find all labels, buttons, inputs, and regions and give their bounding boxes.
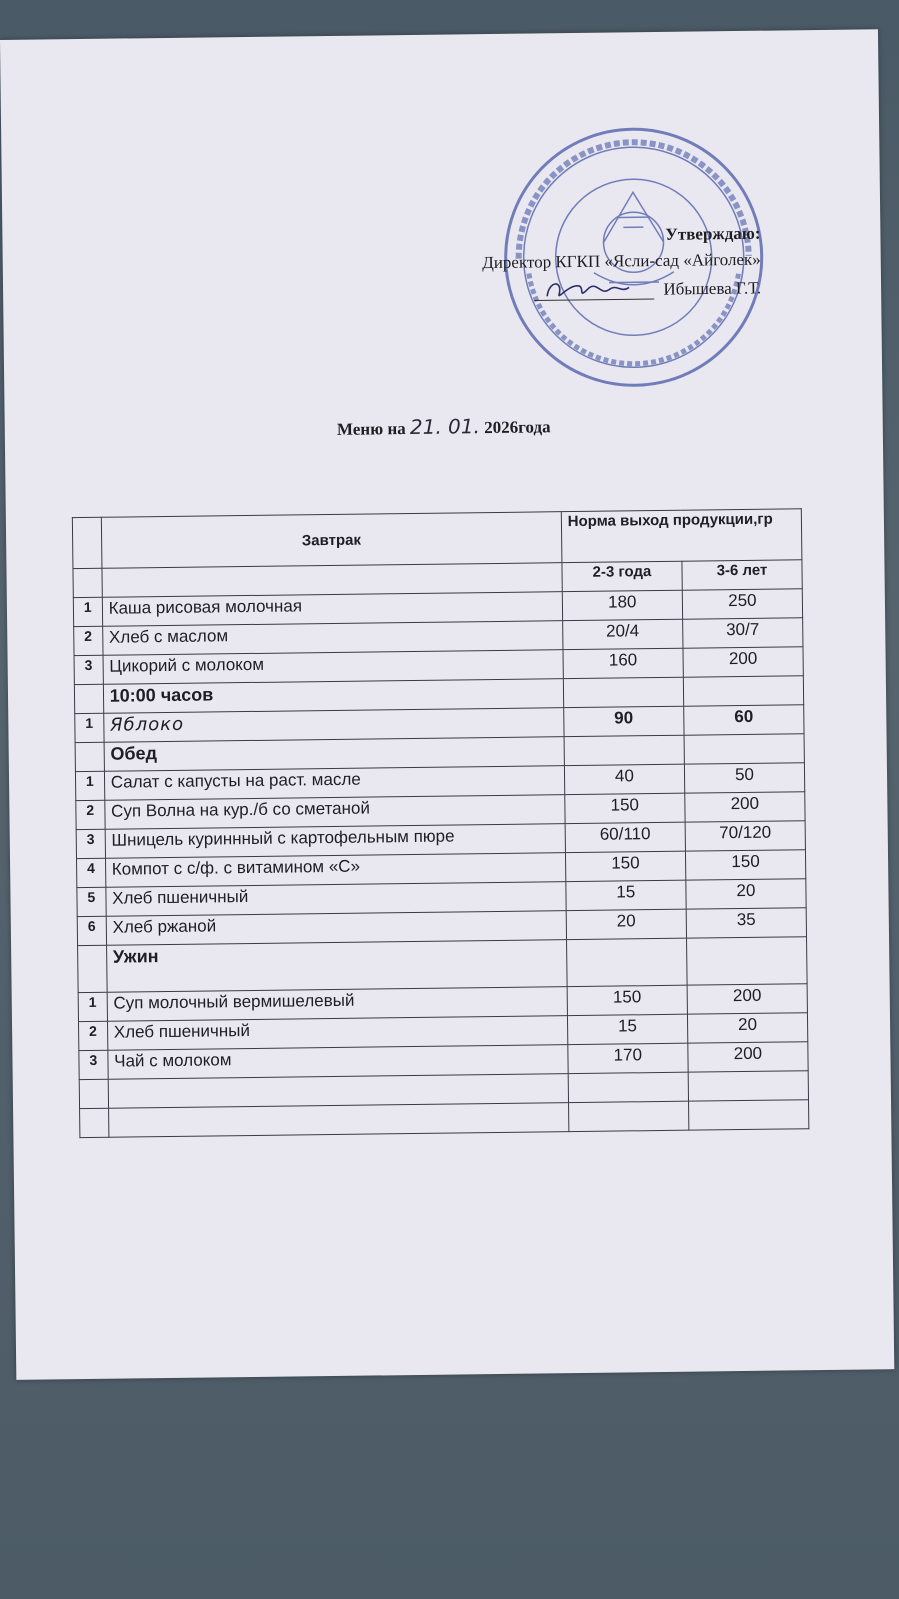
- norm-2-3: 60/110: [565, 822, 685, 852]
- dish-name: Салат с капусты на раст. масле: [104, 766, 564, 801]
- norm-2-3: 150: [565, 851, 685, 881]
- empty-cell: [688, 1100, 808, 1130]
- section-empty-cell: [683, 676, 803, 706]
- dish-name: Цикорий с молоком: [103, 650, 563, 685]
- header-breakfast: Завтрак: [101, 512, 562, 569]
- empty-cell: [80, 1108, 109, 1137]
- col-age-2-3: 2-3 года: [562, 561, 682, 591]
- approval-label: Утверждаю:: [665, 223, 761, 244]
- menu-title-prefix: Меню на: [336, 419, 406, 439]
- norm-3-6: 200: [687, 984, 807, 1014]
- empty-cell: [688, 1071, 808, 1101]
- row-number: 3: [79, 1050, 108, 1079]
- dish-name: Чай с молоком: [108, 1045, 568, 1080]
- norm-2-3: 20/4: [562, 619, 682, 649]
- approval-name: Ибышева Г.Т.: [663, 278, 762, 299]
- approval-signature-row: [482, 273, 761, 304]
- header-norm: Норма выход продукции,гр: [561, 509, 802, 563]
- dish-name: Хлеб пшеничный: [106, 882, 566, 917]
- empty-cell: [108, 1103, 568, 1138]
- dish-name: Каша рисовая молочная: [102, 592, 562, 627]
- norm-3-6: 20: [686, 879, 806, 909]
- section-num-cell: [74, 684, 103, 713]
- row-number: 2: [76, 800, 105, 829]
- age-num-cell: [73, 568, 102, 597]
- dish-name: Хлеб пшеничный: [107, 1016, 567, 1051]
- row-number: 1: [75, 713, 104, 742]
- section-title: 10:00 часов: [103, 679, 563, 714]
- norm-2-3: 40: [564, 764, 684, 794]
- norm-2-3: 90: [564, 706, 684, 736]
- dish-name: Хлеб ржаной: [106, 911, 566, 946]
- dish-name: Яблоко: [103, 708, 563, 743]
- dish-name: Шницель куриннный с картофельным пюре: [105, 824, 565, 859]
- row-number: 4: [77, 858, 106, 887]
- signature: [529, 275, 659, 305]
- menu-date-handwritten: 21. 01.: [409, 414, 481, 440]
- menu-title: [5, 409, 883, 444]
- norm-2-3: 20: [566, 909, 686, 939]
- menu-table: [72, 508, 810, 1138]
- norm-3-6: 200: [683, 647, 803, 677]
- row-number: 3: [76, 829, 105, 858]
- empty-cell: [79, 1079, 108, 1108]
- section-empty-cell: [686, 937, 807, 985]
- col-age-3-6: 3-6 лет: [682, 560, 802, 590]
- approval-position: Директор КГКП «Ясли-сад «Айголек»: [482, 250, 761, 273]
- norm-2-3: 150: [565, 793, 685, 823]
- row-number: 2: [78, 1021, 107, 1050]
- norm-2-3: 15: [567, 1014, 687, 1044]
- row-number: 5: [77, 887, 106, 916]
- dish-name: Суп молочный вермишелевый: [107, 987, 567, 1022]
- dish-name: Компот с с/ф. с витамином «С»: [105, 853, 565, 888]
- section-empty-cell: [566, 938, 687, 986]
- norm-2-3: 150: [567, 985, 687, 1015]
- norm-3-6: 50: [684, 763, 804, 793]
- norm-3-6: 250: [682, 589, 802, 619]
- section-num-cell: [75, 742, 104, 771]
- table-header-row: [72, 509, 802, 569]
- menu-year: 2026года: [479, 417, 551, 438]
- row-number: 6: [77, 916, 106, 945]
- empty-cell: [568, 1101, 688, 1131]
- norm-2-3: 160: [563, 648, 683, 678]
- norm-3-6: 150: [685, 850, 805, 880]
- dish-name: Хлеб с маслом: [102, 621, 562, 656]
- norm-3-6: 30/7: [683, 618, 803, 648]
- norm-2-3: 180: [562, 590, 682, 620]
- norm-3-6: 35: [686, 908, 806, 938]
- paper-sheet: [0, 29, 894, 1380]
- section-title: Обед: [104, 737, 564, 772]
- section-empty-cell: [563, 677, 683, 707]
- section-num-cell: [78, 945, 107, 992]
- section-empty-cell: [684, 734, 804, 764]
- norm-3-6: 200: [688, 1042, 808, 1072]
- norm-3-6: 20: [687, 1013, 807, 1043]
- norm-2-3: 170: [568, 1043, 688, 1073]
- header-num-cell: [72, 517, 101, 568]
- norm-3-6: 200: [685, 792, 805, 822]
- section-empty-cell: [564, 735, 684, 765]
- row-number: 2: [74, 626, 103, 655]
- empty-cell: [568, 1072, 688, 1102]
- norm-3-6: 60: [684, 705, 804, 735]
- approval-block: [482, 221, 762, 305]
- dish-name: Суп Волна на кур./б со сметаной: [104, 795, 564, 830]
- row-number: 3: [74, 655, 103, 684]
- row-number: 1: [73, 597, 102, 626]
- section-title: Ужин: [106, 940, 567, 993]
- norm-2-3: 15: [566, 880, 686, 910]
- row-number: 1: [78, 992, 107, 1021]
- norm-3-6: 70/120: [685, 821, 805, 851]
- row-number: 1: [75, 771, 104, 800]
